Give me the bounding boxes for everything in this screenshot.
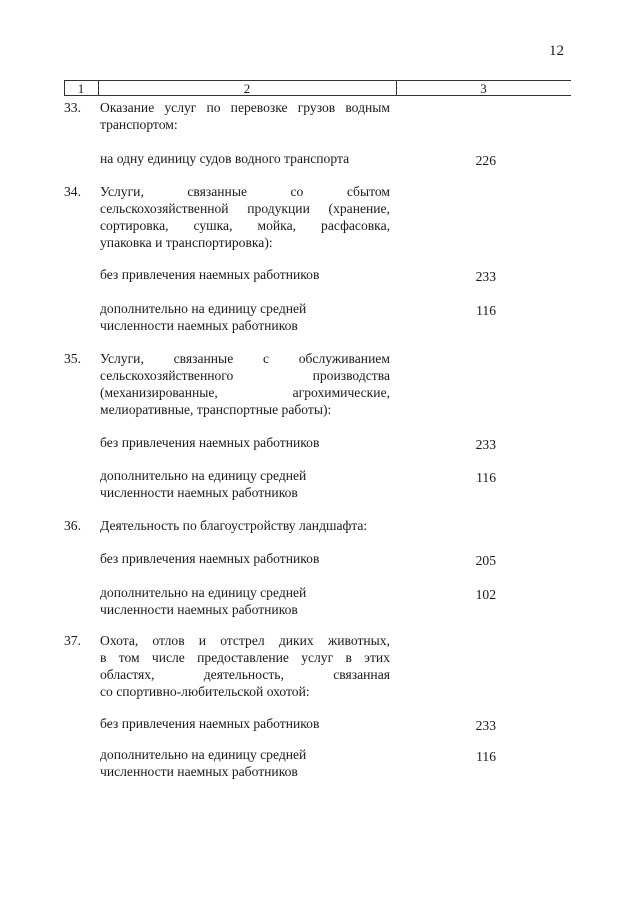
item-title <box>100 99 390 133</box>
item-title-line: сельскохозяйственной продукции (хранение, <box>100 201 390 216</box>
row-label-line: дополнительно на единицу средней <box>100 585 307 600</box>
item-title-line: Услуги, связанные с обслуживанием <box>100 351 390 366</box>
item-title <box>100 350 390 418</box>
row-value: 233 <box>475 437 496 452</box>
row-label-line: численности наемных работников <box>100 602 298 617</box>
item-title-line: транспортом: <box>100 117 178 132</box>
item-title-line: сельскохозяйственного производства <box>100 368 390 383</box>
row-value: 116 <box>476 470 496 485</box>
item-title-line: сортировка, сушка, мойка, расфасовка, <box>100 218 390 233</box>
header-col-2: 2 <box>243 81 251 96</box>
item-number: 35. <box>64 351 81 366</box>
row-label: без привлечения наемных работников <box>100 435 320 450</box>
row-label-line: дополнительно на единицу средней <box>100 301 307 316</box>
item-title-line: мелиоративные, транспортные работы): <box>100 402 332 417</box>
item-title <box>100 632 390 700</box>
row-label: на одну единицу судов водного транспорта <box>100 151 350 166</box>
item-title <box>100 517 390 534</box>
row-label: без привлечения наемных работников <box>100 716 320 731</box>
item-title-line: со спортивно-любительской охотой: <box>100 684 310 699</box>
item-title-line: Оказание услуг по перевозке грузов водным <box>100 100 390 115</box>
row-label: без привлечения наемных работников <box>100 267 320 282</box>
header-col-1: 1 <box>77 81 85 96</box>
row-value: 233 <box>475 269 496 284</box>
table-header <box>64 80 571 96</box>
page-number: 12 <box>549 43 564 59</box>
row-label <box>100 300 400 334</box>
row-value: 205 <box>475 553 496 568</box>
item-number: 36. <box>64 518 81 533</box>
row-label-line: численности наемных работников <box>100 485 298 500</box>
row-value: 102 <box>475 587 496 602</box>
item-title-line: областях, деятельность, связанная <box>100 667 390 682</box>
header-col-3: 3 <box>480 81 487 96</box>
row-label-line: численности наемных работников <box>100 318 298 333</box>
row-value: 116 <box>476 749 496 764</box>
item-number: 34. <box>64 184 81 199</box>
row-label-line: дополнительно на единицу средней <box>100 468 307 483</box>
row-label-line: дополнительно на единицу средней <box>100 747 307 762</box>
item-number: 37. <box>64 633 81 648</box>
row-label <box>100 584 400 618</box>
row-value: 233 <box>475 718 496 733</box>
row-value: 116 <box>476 303 496 318</box>
item-title <box>100 183 390 251</box>
item-title-line: упаковка и транспортировка): <box>100 235 273 250</box>
item-title-line: Услуги, связанные со сбытом <box>100 184 390 199</box>
item-title-line: Деятельность по благоустройству ландшафта: <box>100 518 368 533</box>
item-title-line: Охота, отлов и отстрел диких животных, <box>100 633 390 648</box>
row-label: без привлечения наемных работников <box>100 551 320 566</box>
row-label <box>100 746 400 780</box>
item-number: 33. <box>64 100 81 115</box>
item-title-line: в том числе предоставление услуг в этих <box>100 650 390 665</box>
row-label <box>100 467 400 501</box>
item-title-line: (механизированные, агрохимические, <box>100 385 390 400</box>
row-value: 226 <box>475 153 496 168</box>
row-label-line: численности наемных работников <box>100 764 298 779</box>
